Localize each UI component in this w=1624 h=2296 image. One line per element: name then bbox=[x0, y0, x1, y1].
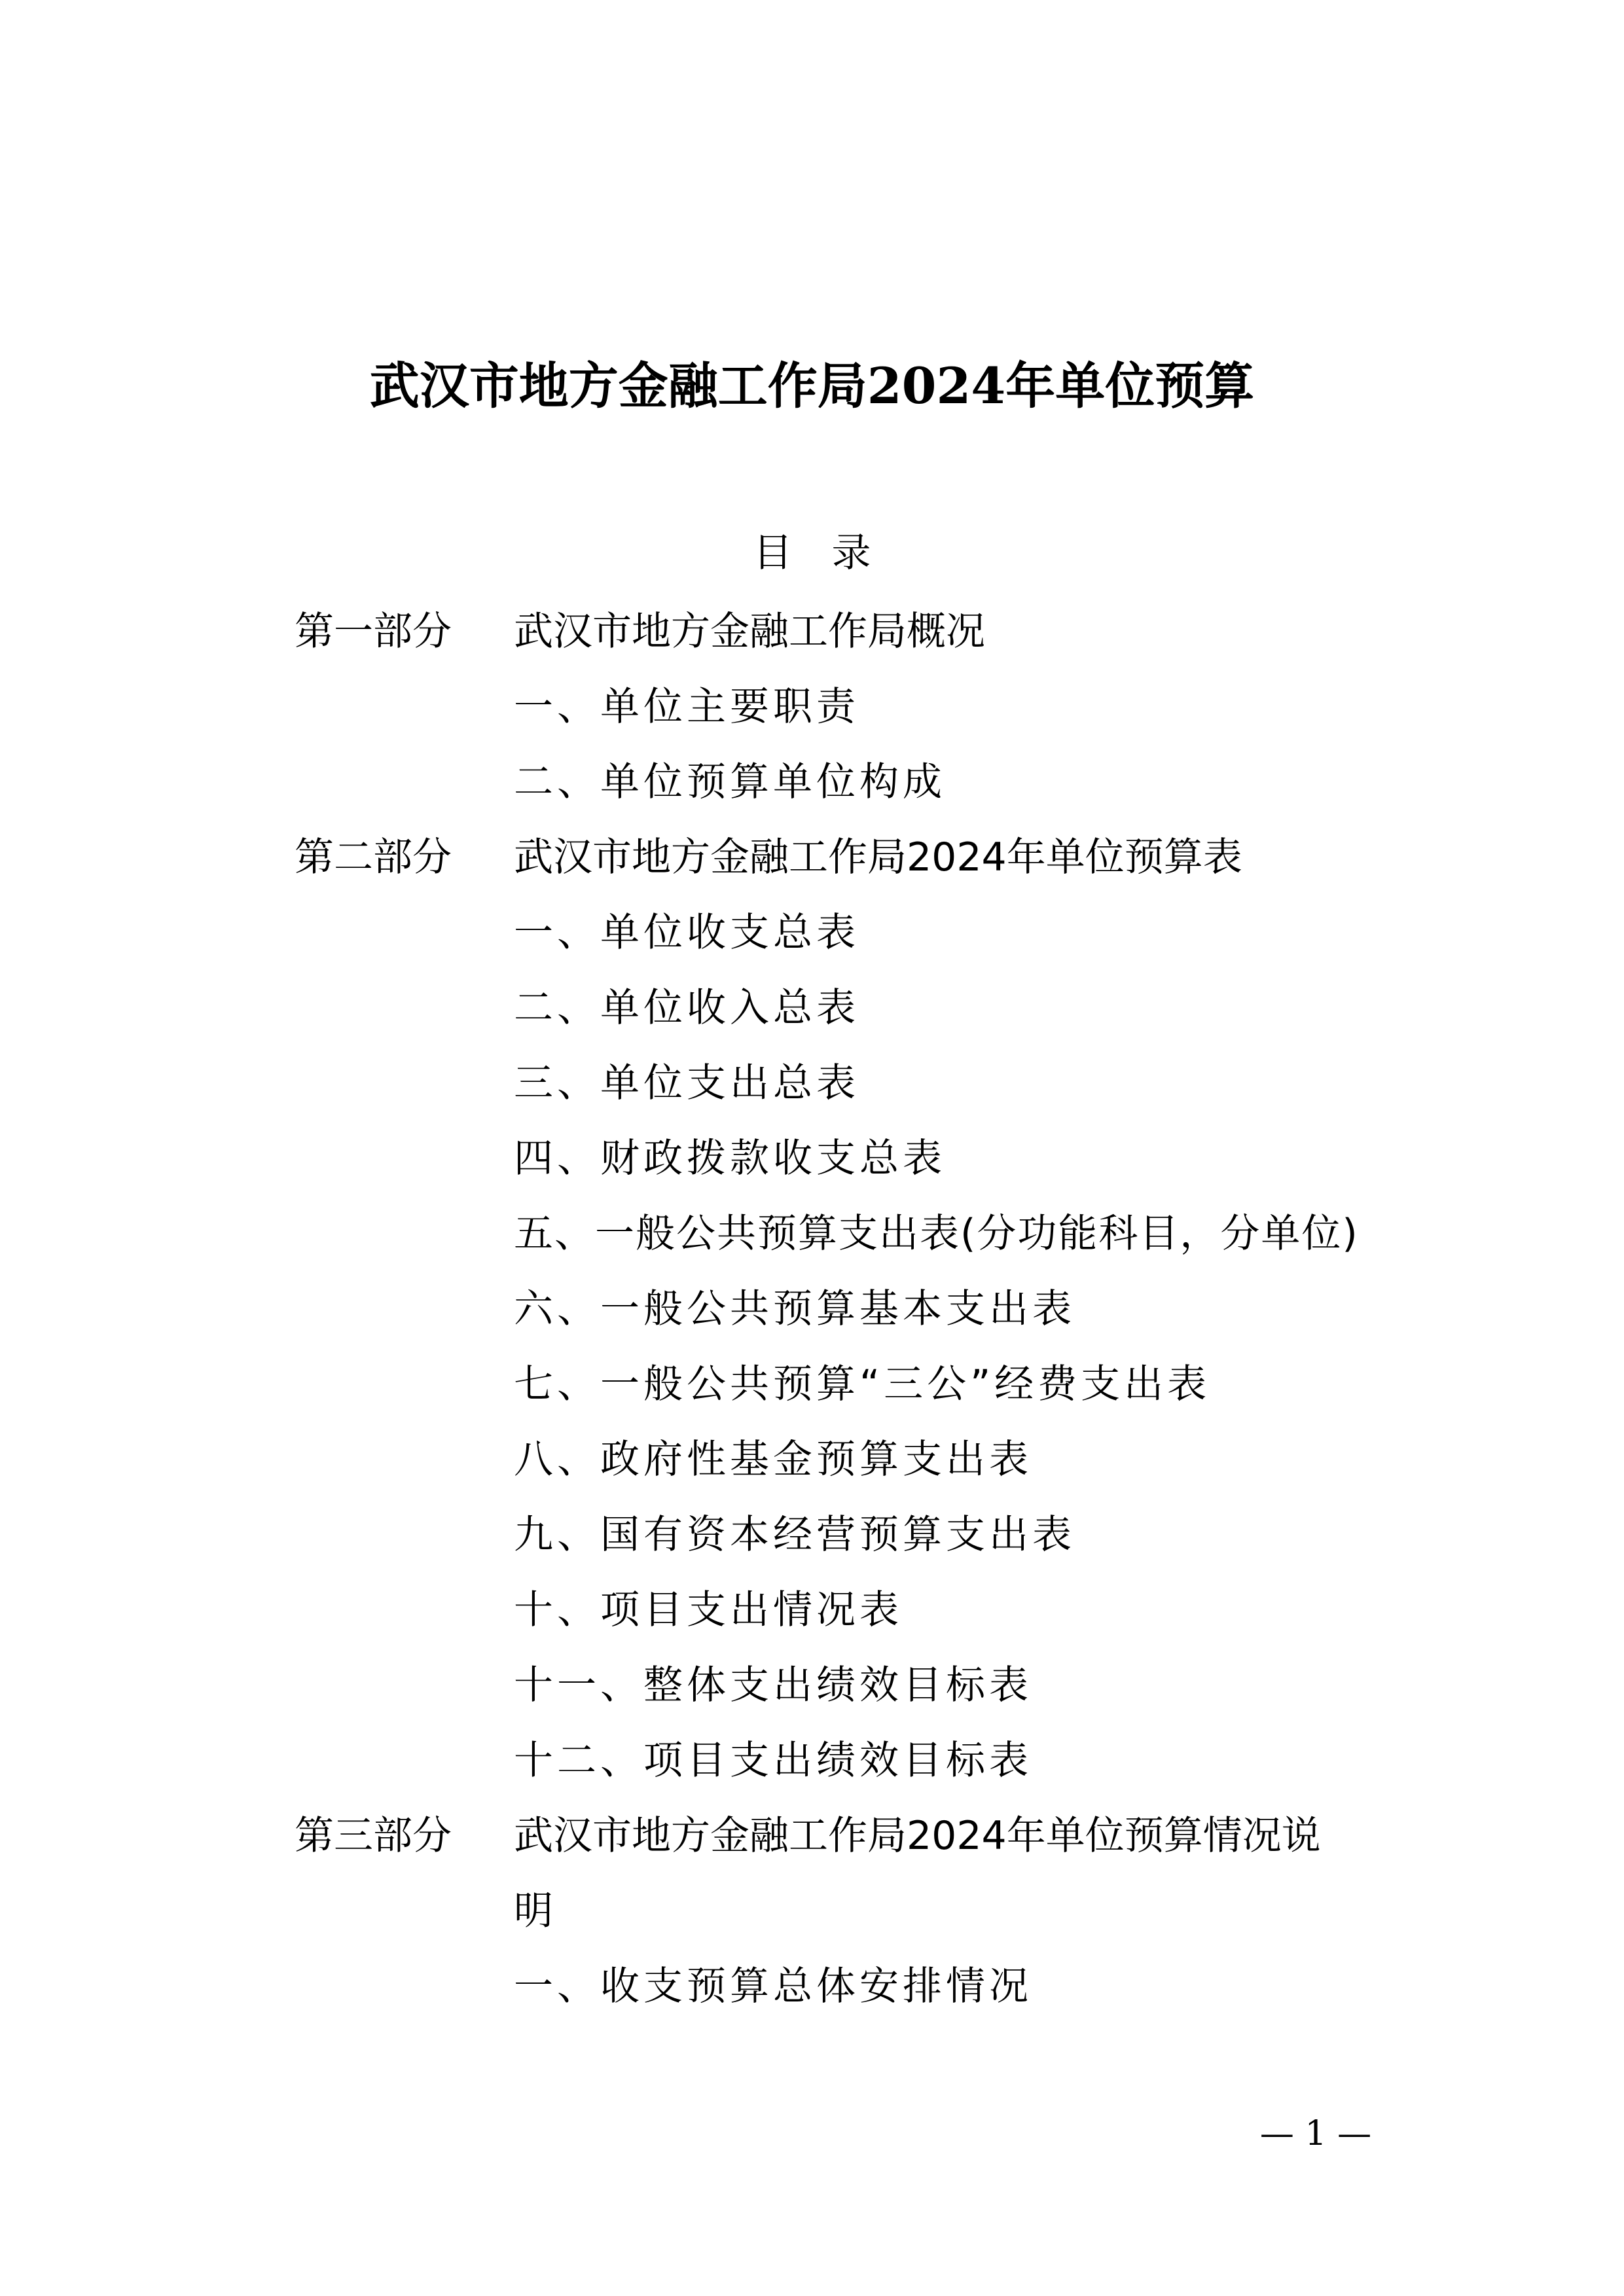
part-2-item-5: 五、一般公共预算支出表(分功能科目，分单位) bbox=[514, 1211, 1359, 1257]
toc-heading-char-1: 目 bbox=[753, 530, 793, 576]
part-2-item-3: 三、单位支出总表 bbox=[514, 1060, 859, 1106]
part-2-title: 武汉市地方金融工作局2024年单位预算表 bbox=[514, 834, 1242, 880]
part-3-label: 第三部分 bbox=[295, 1813, 452, 1859]
part-2-label: 第二部分 bbox=[295, 834, 452, 880]
part-1-item-1: 一、单位主要职责 bbox=[514, 684, 859, 730]
part-1-label: 第一部分 bbox=[295, 609, 452, 655]
part-2-item-1: 一、单位收支总表 bbox=[514, 910, 859, 956]
part-3-item-1: 一、收支预算总体安排情况 bbox=[514, 1964, 1032, 2009]
part-2-item-8: 八、政府性基金预算支出表 bbox=[514, 1437, 1032, 1482]
part-1-item-2: 二、单位预算单位构成 bbox=[514, 759, 946, 805]
part-3-title-line-2: 明 bbox=[514, 1888, 553, 1934]
part-2-item-10: 十、项目支出情况表 bbox=[514, 1587, 903, 1633]
toc-heading bbox=[0, 524, 1624, 583]
part-3-title-line-1: 武汉市地方金融工作局2024年单位预算情况说 bbox=[514, 1813, 1321, 1859]
part-2-item-12: 十二、项目支出绩效目标表 bbox=[514, 1738, 1032, 1784]
page-number: — 1 — bbox=[1259, 2114, 1372, 2153]
part-2-item-4: 四、财政拨款收支总表 bbox=[514, 1136, 946, 1181]
part-2-item-11: 十一、整体支出绩效目标表 bbox=[514, 1662, 1032, 1708]
part-2-item-2: 二、单位收入总表 bbox=[514, 985, 859, 1031]
part-2-item-6: 六、一般公共预算基本支出表 bbox=[514, 1286, 1075, 1332]
toc-heading-char-2: 录 bbox=[831, 530, 871, 576]
part-2-item-9: 九、国有资本经营预算支出表 bbox=[514, 1512, 1075, 1558]
part-2-item-7: 七、一般公共预算“三公”经费支出表 bbox=[514, 1361, 1211, 1407]
part-1-title: 武汉市地方金融工作局概况 bbox=[514, 609, 985, 655]
document-title: 武汉市地方金融工作局2024年单位预算 bbox=[369, 357, 1255, 415]
